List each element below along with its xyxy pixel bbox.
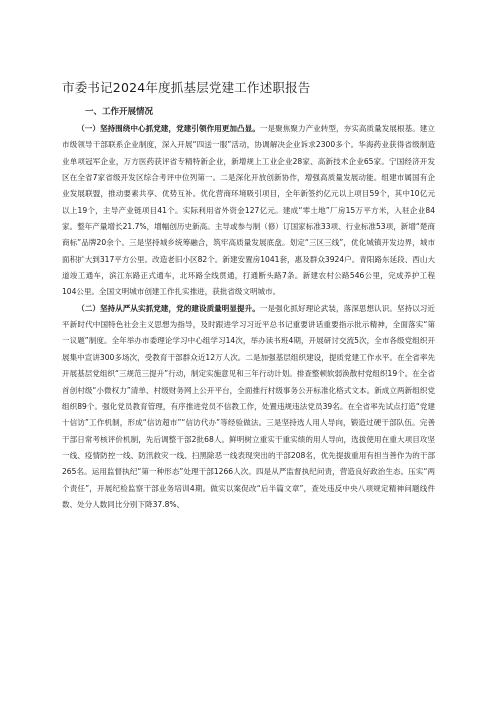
section-heading: 一、工作开展情况 bbox=[85, 107, 154, 117]
paragraph-1-text: 一是聚焦聚力产业转型，夯实高质量发展根基。建立市级领导干部联系企业制度，深入开展“四送一服”活动，协调解决企业诉求2300多个。华海药业获得省级制造业单项冠军企业，万方医药获评省专精特新企业，新增规上工业企业28家、高新技术企业65家。宁国经济开发区在全省7家省级开发区综合考评中位列第一。二是深化开放创新协作，增强高质量发展动能。组建市属国有企业发展联盟，推动要素共享、优势互补。优化营商环境吸引项目，全年新签约亿元以上项目59个，其中10亿元以上19个，主导产业链项目41个。实际利用省外资金127亿元。建成“零土地”厂房15万平方米，入驻企业84家。整年产量增长21.7%，增幅创历史新高。主导或参与制（修）订国家标准33项、行业标准53项，新增“楚商商标”品牌20余个。三是坚持城乡统筹融合，筑牢高质量发展底盘。划定“三区三线”，优化城镇开发边界，城市面积扩大到317平方公里。改造老旧小区82个。新建安置房1041套，惠及群众3924户。青阳路东延段、西山大道竣工通车，滨江东路正式通车，北环路全线贯通，打通断头路7条。新建农村公路546公里，完成养护工程104公里。全国文明城市创建工作扎实推进，获批省级文明城市。 bbox=[62, 124, 435, 297]
paragraph-1 bbox=[62, 121, 435, 301]
paragraph-2 bbox=[62, 301, 435, 513]
paragraph-2-text: 一是强化抓好理论武装，落深思想认识。坚持以习近平新时代中国特色社会主义思想为指导，及时跟进学习习近平总书记重要讲话重要指示批示精神，全面落实“第一议题”制度。全年举办市委理论学习中心组学习14次，举办读书班4期，开展研讨交流5次，全市各级党组织开展集中宣讲300多场次，受教育干部群众近12万人次。二是加强基层组织建设，提质党建工作水平。在全省率先开展基层党组织“三规范三提升”行动，制定实施意见和三年行动计划。排查整顿软弱涣散村党组织19个。在全省首创村级“小微权力”清单、村级财务网上公开平台，全面推行村级事务公开标准化格式文本。新成立两新组织党组织89个。强化党员教育管理，有序推进党员不信教工作，处置违规违法党员39名。在全省率先试点打造“党建十信访”工作机制，形成“信访超市”“信访代办”等经验做法。三是坚持选人用人导向，锻造过硬干部队伍。完善干部日常考核评价机制，先后调整干部2批68人。鲜明树立重实干重实绩的用人导向，选拔使用在重大项目攻坚一线、疫情防控一线、防汛救灾一线、扫黑除恶一线表现突出的干部208名，优先提拔重用有担当善作为的干部265名。运用监督执纪“第一种形态”处理干部1266人次。四是从严监督执纪问责，营造良好政治生态。压实“两个责任”，开展纪检监察干部业务培训4期。做实以案促改“后半篇文章”，查处违反中央八项规定精神问题线件数、处分人数同比分别下降37.8%、 bbox=[62, 303, 435, 509]
paragraph-1-lead: （一）坚持围绕中心抓党建，党建引领作用更加凸显。 bbox=[77, 124, 260, 133]
report-title: 市委书记2024年度抓基层党建工作述职报告 bbox=[62, 80, 311, 95]
paragraph-2-lead: （二）坚持从严从实抓党建，党的建设质量明显提升。 bbox=[77, 303, 260, 313]
report-body bbox=[62, 121, 435, 513]
